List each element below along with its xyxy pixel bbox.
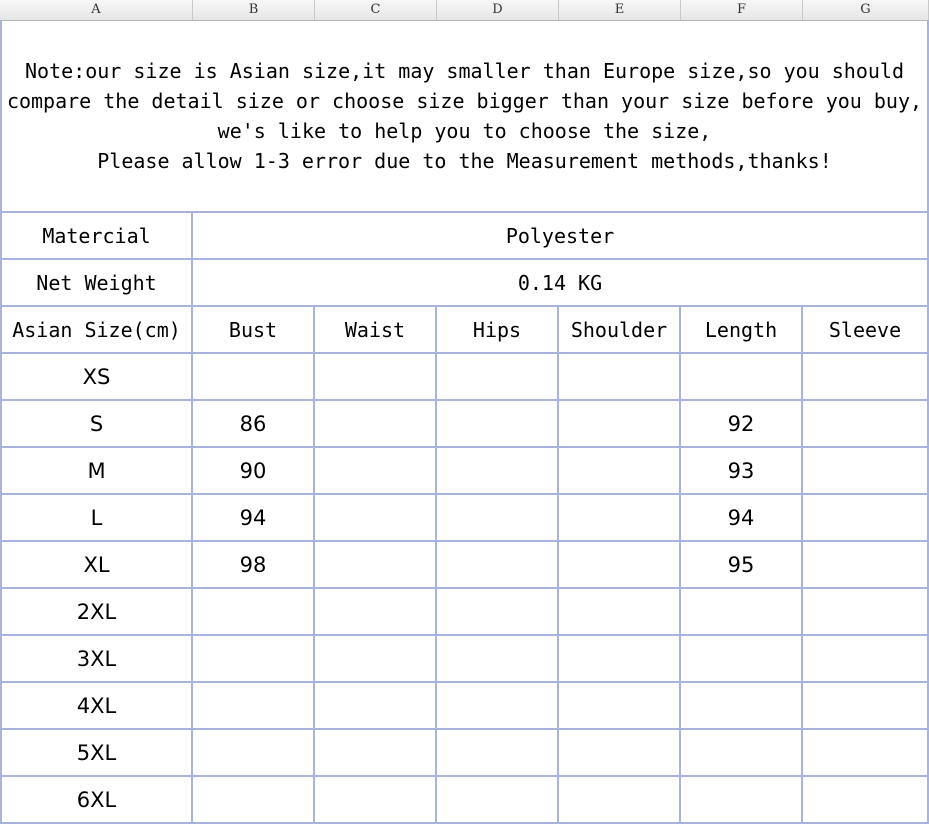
size-table-cell[interactable] (681, 683, 803, 730)
size-table-cell[interactable]: XS (0, 354, 193, 401)
size-table-cell[interactable]: 86 (193, 401, 315, 448)
size-table-cell[interactable]: 4XL (0, 683, 193, 730)
size-table-cell[interactable] (315, 542, 437, 589)
size-table-cell[interactable]: 94 (681, 495, 803, 542)
size-table-cell[interactable] (803, 589, 929, 636)
note-line-1: Note:our size is Asian size,it may smaller than Europe size,so you should (25, 58, 904, 83)
column-header-e[interactable]: E (559, 0, 681, 20)
note-line-3: we's like to help you to choose the size, (217, 118, 712, 143)
size-table-cell[interactable]: 92 (681, 401, 803, 448)
size-table-cell[interactable] (803, 448, 929, 495)
size-table-cell[interactable] (681, 589, 803, 636)
size-header-cell[interactable]: Bust (193, 307, 315, 354)
size-table-cell[interactable]: S (0, 401, 193, 448)
size-table-cell[interactable] (437, 730, 559, 777)
size-table-cell[interactable] (803, 542, 929, 589)
size-table-cell[interactable] (315, 636, 437, 683)
size-table-cell[interactable] (559, 777, 681, 824)
column-header-b[interactable]: B (193, 0, 315, 20)
size-table-cell[interactable] (193, 354, 315, 401)
size-table-cell[interactable] (803, 636, 929, 683)
note-line-2: compare the detail size or choose size bigger than your size before you buy, (6, 88, 923, 113)
size-table-cell[interactable] (315, 401, 437, 448)
size-table-cell[interactable] (559, 495, 681, 542)
weight-label[interactable]: Net Weight (0, 260, 193, 307)
column-header-c[interactable]: C (315, 0, 437, 20)
size-table-cell[interactable]: 93 (681, 448, 803, 495)
column-header-d[interactable]: D (437, 0, 559, 20)
size-header-cell[interactable]: Waist (315, 307, 437, 354)
size-table-cell[interactable] (193, 730, 315, 777)
size-table-cell[interactable] (803, 777, 929, 824)
size-table-cell[interactable] (193, 589, 315, 636)
size-table-cell[interactable] (315, 448, 437, 495)
note-line-4: Please allow 1-3 error due to the Measurement methods,thanks! (97, 148, 832, 173)
size-table-cell[interactable] (559, 542, 681, 589)
size-table-cell[interactable] (681, 636, 803, 683)
size-table-cell[interactable] (559, 354, 681, 401)
size-table-cell[interactable] (803, 730, 929, 777)
size-header-cell[interactable]: Length (681, 307, 803, 354)
size-table-cell[interactable] (559, 589, 681, 636)
size-table-cell[interactable] (559, 730, 681, 777)
size-table-cell[interactable] (559, 636, 681, 683)
size-table-cell[interactable]: L (0, 495, 193, 542)
size-table-cell[interactable]: 2XL (0, 589, 193, 636)
size-header-cell[interactable]: Sleeve (803, 307, 929, 354)
size-table-cell[interactable] (437, 448, 559, 495)
size-table-cell[interactable] (315, 777, 437, 824)
weight-value[interactable]: 0.14 KG (193, 260, 929, 307)
material-label[interactable]: Matercial (0, 213, 193, 260)
column-header-g[interactable]: G (803, 0, 929, 20)
size-table-cell[interactable]: 90 (193, 448, 315, 495)
material-value[interactable]: Polyester (193, 213, 929, 260)
size-table-cell[interactable]: 95 (681, 542, 803, 589)
size-table-cell[interactable] (559, 683, 681, 730)
size-table-cell[interactable] (193, 636, 315, 683)
size-table-cell[interactable] (681, 354, 803, 401)
size-table-cell[interactable] (437, 589, 559, 636)
size-table-cell[interactable] (681, 730, 803, 777)
size-table-cell[interactable]: 94 (193, 495, 315, 542)
column-header-f[interactable]: F (681, 0, 803, 20)
size-table-cell[interactable] (437, 542, 559, 589)
size-table-cell[interactable] (437, 777, 559, 824)
column-header-bar (0, 0, 929, 21)
size-table-cell[interactable] (559, 401, 681, 448)
column-header-a[interactable]: A (0, 0, 193, 20)
size-table-cell[interactable] (437, 636, 559, 683)
size-table-cell[interactable] (437, 683, 559, 730)
size-table-cell[interactable] (681, 777, 803, 824)
size-table-cell[interactable] (437, 495, 559, 542)
size-header-cell[interactable]: Shoulder (559, 307, 681, 354)
size-table-cell[interactable] (437, 354, 559, 401)
size-table-cell[interactable] (315, 354, 437, 401)
size-table-cell[interactable]: 98 (193, 542, 315, 589)
size-note (0, 20, 929, 213)
size-table-cell[interactable]: M (0, 448, 193, 495)
size-header-cell[interactable]: Asian Size(cm) (0, 307, 193, 354)
size-table-cell[interactable] (803, 401, 929, 448)
size-table-cell[interactable] (193, 683, 315, 730)
size-table-cell[interactable]: 5XL (0, 730, 193, 777)
size-table-cell[interactable] (803, 354, 929, 401)
size-table-cell[interactable]: 3XL (0, 636, 193, 683)
size-table-cell[interactable] (803, 495, 929, 542)
size-table-cell[interactable] (315, 589, 437, 636)
size-header-cell[interactable]: Hips (437, 307, 559, 354)
size-table-cell[interactable]: 6XL (0, 777, 193, 824)
size-table-cell[interactable] (315, 495, 437, 542)
size-table-cell[interactable]: XL (0, 542, 193, 589)
size-table-cell[interactable] (193, 777, 315, 824)
size-table-cell[interactable] (315, 730, 437, 777)
size-table-cell[interactable] (437, 401, 559, 448)
size-table-cell[interactable] (315, 683, 437, 730)
size-table-cell[interactable] (559, 448, 681, 495)
size-table-cell[interactable] (803, 683, 929, 730)
